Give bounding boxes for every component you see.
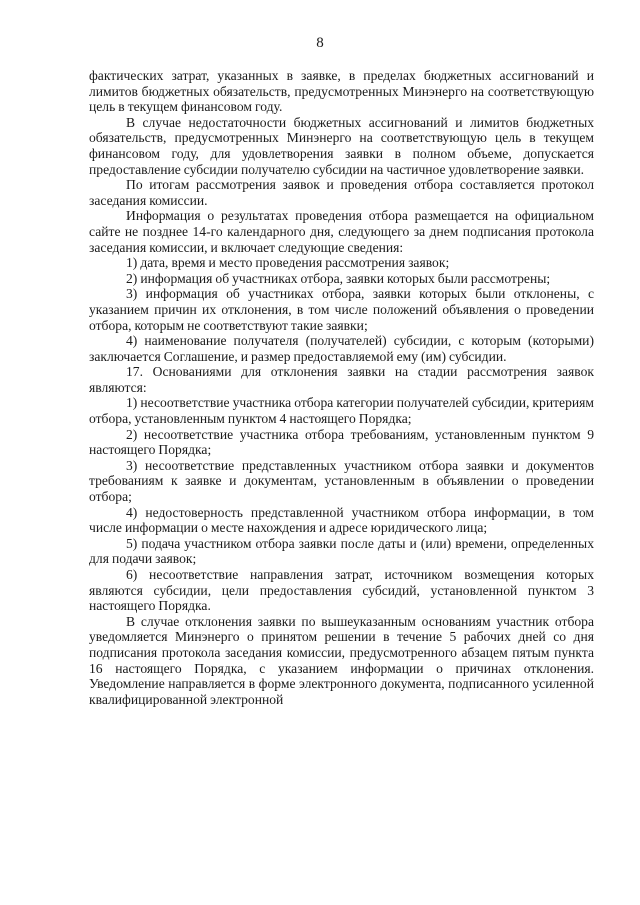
ground-item-1: 1) несоответствие участника отбора категории получателей субсидии, критериям отбора, установленным пунктом 4 настоящего Порядка; bbox=[89, 395, 594, 427]
paragraph-4: Информация о результатах проведения отбора размещается на официальном сайте не позднее 14-го календарного дня, следующего за днем подписания протокола заседания комиссии, и включает следующие сведения: bbox=[89, 208, 594, 255]
ground-item-6: 6) несоответствие направления затрат, источником возмещения которых являются субсидии, цели предоставления субсидий, установленной пунктом 3 настоящего Порядка. bbox=[89, 567, 594, 614]
paragraph-1: фактических затрат, указанных в заявке, в пределах бюджетных ассигнований и лимитов бюджетных обязательств, предусмотренных Минэнерго на соответствующую цель в текущем финансовом году. bbox=[89, 68, 594, 115]
page-number: 8 bbox=[316, 35, 324, 51]
list-item-3: 3) информация об участниках отбора, заявки которых были отклонены, с указанием причин их отклонения, в том числе положений объявления о проведении отбора, которым не соответствуют такие заявки; bbox=[89, 286, 594, 333]
section-17-heading: 17. Основаниями для отклонения заявки на стадии рассмотрения заявок являются: bbox=[89, 364, 594, 395]
paragraph-3: По итогам рассмотрения заявок и проведения отбора составляется протокол заседания комиссии. bbox=[89, 177, 594, 208]
list-item-2: 2) информация об участниках отбора, заявки которых были рассмотрены; bbox=[126, 270, 551, 286]
paragraph-rejection-notice: В случае отклонения заявки по вышеуказанным основаниям участник отбора уведомляется Минэнерго о принятом решении в течение 5 рабочих дней со дня подписания протокола заседания комиссии, предусмотренного абзацем пятым пункта 16 настоящего Порядка, с указанием информации о причинах отклонения. Уведомление направляется в форме электронного документа, подписанного усиленной квалифицированной электронной bbox=[89, 613, 594, 707]
list-item-1: 1) дата, время и место проведения рассмотрения заявок; bbox=[126, 255, 450, 271]
ground-item-2: 2) несоответствие участника отбора требованиям, установленным пунктом 9 настоящего Порядка; bbox=[89, 426, 594, 458]
ground-item-3: 3) несоответствие представленных участником отбора заявки и документов требованиям к заявке и документам, установленным в объявлении о проведении отбора; bbox=[89, 457, 594, 505]
list-item-4: 4) наименование получателя (получателей) субсидии, с которым (которыми) заключается Соглашение, и размер предоставляемой ему (им) субсидии. bbox=[89, 333, 594, 364]
ground-item-5: 5) подача участником отбора заявки после даты и (или) времени, определенных для подачи заявок; bbox=[89, 535, 594, 567]
ground-item-4: 4) недостоверность представленной участником отбора информации, в том числе информации о месте нахождения и адресе юридического лица; bbox=[89, 504, 594, 536]
document-body bbox=[89, 68, 594, 707]
paragraph-2: В случае недостаточности бюджетных ассигнований и лимитов бюджетных обязательств, предусмотренных Минэнерго на соответствующую цель в текущем финансовом году, для удовлетворения заявки в полном объеме, допускается предоставление субсидии получателю субсидии на частичное удовлетворение заявки. bbox=[89, 114, 594, 177]
